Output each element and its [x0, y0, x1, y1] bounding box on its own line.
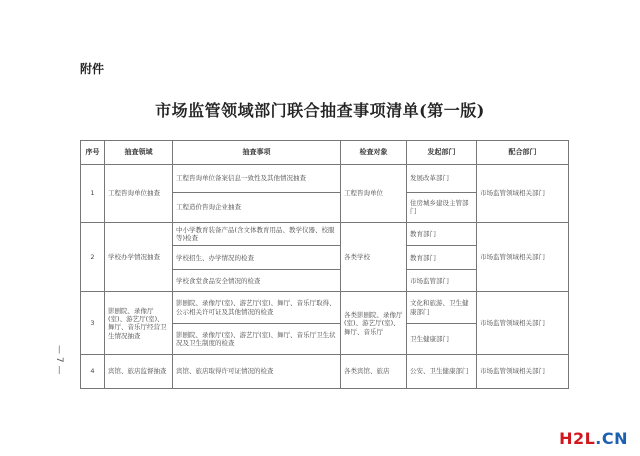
row-initiator: 住房城乡建设主管部门 — [407, 192, 477, 222]
watermark-part-a: H2L — [559, 429, 596, 448]
header-no: 序号 — [81, 141, 105, 165]
row-item: 学校招生、办学情况的检查 — [173, 246, 341, 270]
row-initiator: 公安、卫生健康部门 — [407, 355, 477, 389]
row-item: 影剧院、录像厅(室)、游艺厅(室)、舞厅、音乐厅卫生状况及卫生制度的检查 — [173, 323, 341, 354]
row-cooperator: 市场监管领域相关部门 — [477, 355, 569, 389]
row-initiator: 市场监管部门 — [407, 270, 477, 292]
row-item: 宾馆、旅店取得许可证情况的检查 — [173, 355, 341, 389]
row-target: 各类影剧院、录像厅(室)、游艺厅(室)、舞厅、音乐厅 — [341, 292, 407, 355]
row-item: 学校食堂食品安全情况的检查 — [173, 270, 341, 292]
table-row — [81, 355, 569, 389]
inspection-table — [80, 140, 569, 389]
row-item: 工程咨询单位备案信息一致性及其他情况抽查 — [173, 164, 341, 192]
attachment-label: 附件 — [80, 62, 105, 76]
row-no: 2 — [81, 222, 105, 292]
header-field: 抽查领域 — [105, 141, 173, 165]
header-target: 检查对象 — [341, 141, 407, 165]
row-no: 1 — [81, 164, 105, 222]
site-watermark — [559, 429, 628, 448]
document-title: 市场监管领域部门联合抽查事项清单(第一版) — [155, 101, 485, 120]
row-initiator: 卫生健康部门 — [407, 323, 477, 354]
row-no: 3 — [81, 292, 105, 355]
row-cooperator: 市场监管领域相关部门 — [477, 222, 569, 292]
row-no: 4 — [81, 355, 105, 389]
watermark-part-b: .CN — [595, 429, 628, 448]
row-field: 学校办学情况抽查 — [105, 222, 173, 292]
row-field: 宾馆、旅店监督抽查 — [105, 355, 173, 389]
header-item: 抽查事项 — [173, 141, 341, 165]
row-target: 工程咨询单位 — [341, 164, 407, 222]
row-initiator: 教育部门 — [407, 222, 477, 246]
row-item: 中小学教育装备产品(含文体教育用品、教学仪器、校服等)检查 — [173, 222, 341, 246]
row-target: 各类宾馆、旅店 — [341, 355, 407, 389]
table-row — [81, 164, 569, 192]
header-cooperator: 配合部门 — [477, 141, 569, 165]
row-target: 各类学校 — [341, 222, 407, 292]
row-item: 影剧院、录像厅(室)、游艺厅(室)、舞厅、音乐厅取得、公示相关许可证及其他情况的检查 — [173, 292, 341, 323]
row-field: 影剧院、录像厅(室)、游艺厅(室)、舞厅、音乐厅经营卫生情况抽查 — [105, 292, 173, 355]
page-number: — 7 — — [54, 345, 64, 375]
row-initiator: 教育部门 — [407, 246, 477, 270]
table-header-row — [81, 141, 569, 165]
row-field: 工程咨询单位抽查 — [105, 164, 173, 222]
header-initiator: 发起部门 — [407, 141, 477, 165]
row-initiator: 发展改革部门 — [407, 164, 477, 192]
row-item: 工程造价咨询企业抽查 — [173, 192, 341, 222]
row-cooperator: 市场监管领域相关部门 — [477, 164, 569, 222]
row-cooperator: 市场监管领域相关部门 — [477, 292, 569, 355]
table-row — [81, 292, 569, 323]
table-row — [81, 222, 569, 246]
row-initiator: 文化和旅游、卫生健康部门 — [407, 292, 477, 323]
